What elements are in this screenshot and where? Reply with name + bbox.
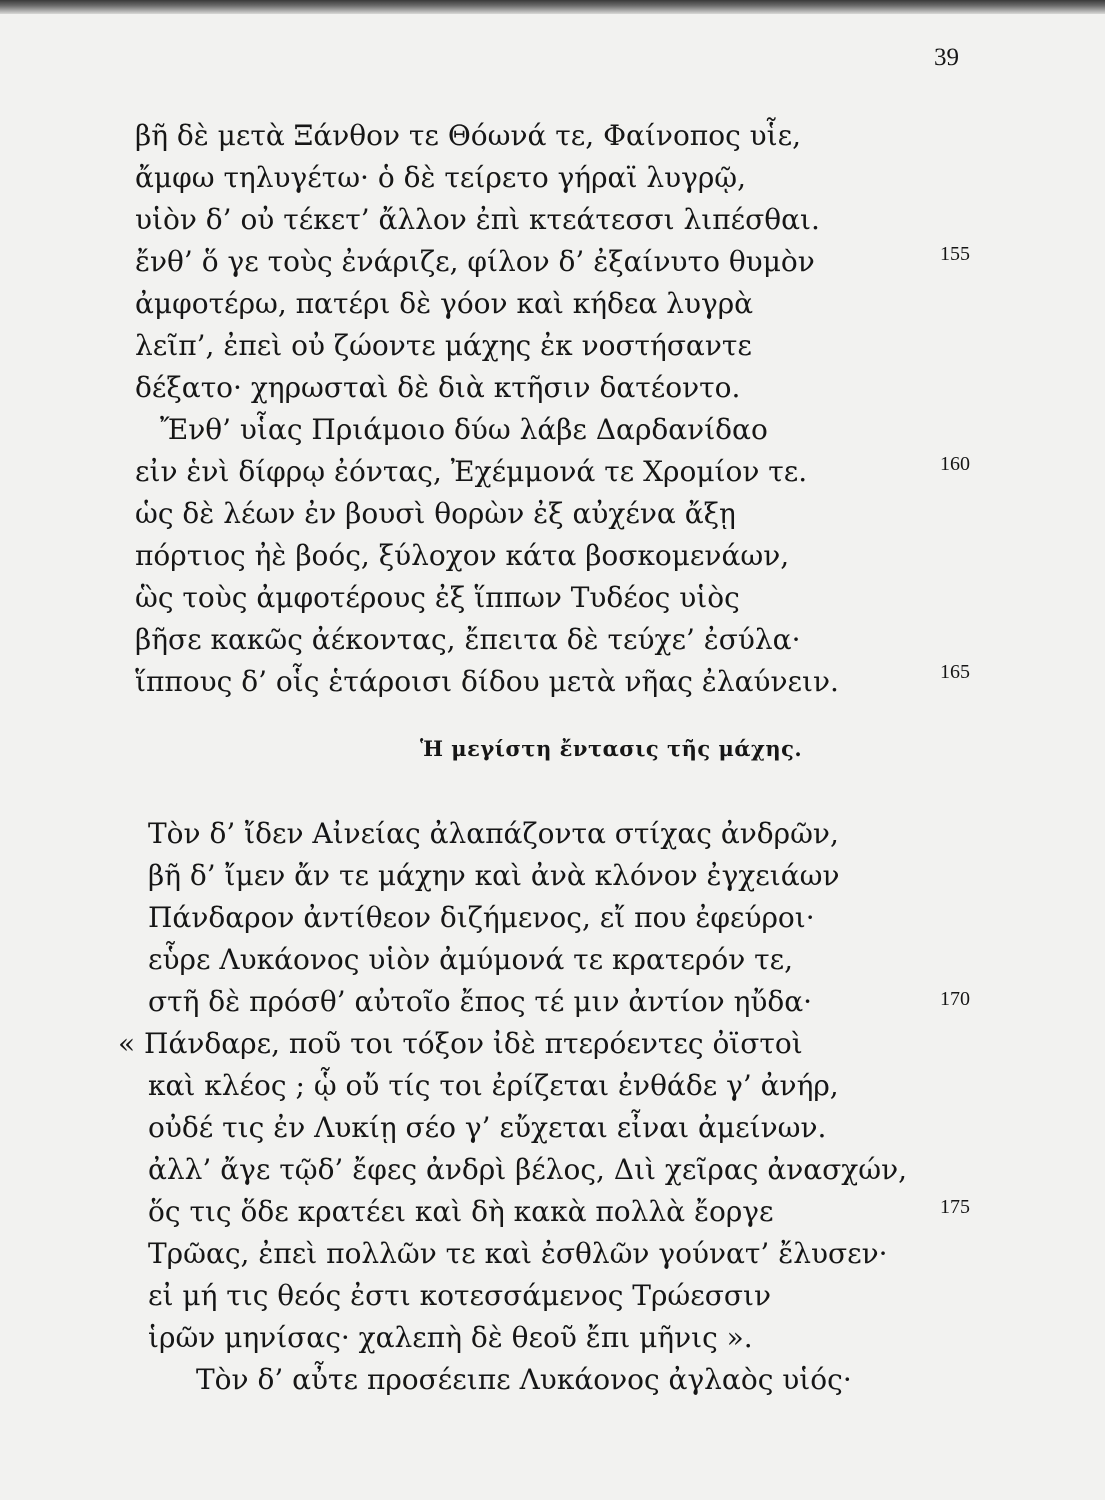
verse-line: Ἔνθ’ υἷας Πριάμοιο δύω λάβε Δαρδανίδαο [160, 413, 768, 446]
verse-line: Τὸν δ’ αὖτε προσέειπε Λυκάονος ἀγλαὸς υἱός· [196, 1363, 852, 1396]
verse-line: ἵππους δ’ οἷς ἑτάροισι δίδου μετὰ νῆας ἐλαύνειν. [135, 665, 839, 698]
line-number: 155 [940, 243, 970, 265]
verse-line: ἱρῶν μηνίσας· χαλεπὴ δὲ θεοῦ ἔπι μῆνις ». [148, 1321, 753, 1354]
verse-line: Τρῶας, ἐπεὶ πολλῶν τε καὶ ἐσθλῶν γούνατ’ ἔλυσεν· [148, 1237, 888, 1270]
verse-line: βῆσε κακῶς ἀέκοντας, ἔπειτα δὲ τεύχε’ ἐσύλα· [135, 623, 801, 656]
verse-line: στῆ δὲ πρόσθ’ αὐτοῖο ἔπος τέ μιν ἀντίον ηὔδα· [148, 985, 813, 1018]
section-heading: Ἡ μεγίστη ἔντασις τῆς μάχης. [420, 736, 803, 761]
verse-line: εὗρε Λυκάονος υἱὸν ἀμύμονά τε κρατερόν τε, [148, 943, 794, 976]
line-number: 165 [940, 661, 970, 683]
verse-line: βῆ δ’ ἴμεν ἄν τε μάχην καὶ ἀνὰ κλόνον ἐγχειάων [148, 859, 840, 892]
verse-line: καὶ κλέος ; ᾧ οὔ τίς τοι ἐρίζεται ἐνθάδε γ’ ἀνήρ, [148, 1069, 839, 1102]
verse-line: ἀλλ’ ἄγε τῷδ’ ἔφες ἀνδρὶ βέλος, Διὶ χεῖρας ἀνασχών, [148, 1153, 908, 1186]
line-number: 160 [940, 453, 970, 475]
verse-line: Τὸν δ’ ἴδεν Αἰνείας ἀλαπάζοντα στίχας ἀνδρῶν, [148, 817, 839, 850]
verse-line: λεῖπ’, ἐπεὶ οὐ ζώοντε μάχης ἐκ νοστήσαντε [135, 329, 752, 362]
verse-line: δέξατο· χηρωσταὶ δὲ διὰ κτῆσιν δατέοντο. [135, 371, 741, 404]
verse-line: ἀμφοτέρω, πατέρι δὲ γόον καὶ κήδεα λυγρὰ [135, 287, 754, 320]
verse-line: ὡς δὲ λέων ἐν βουσὶ θορὼν ἐξ αὐχένα ἄξῃ [135, 497, 736, 530]
page-number: 39 [934, 44, 959, 71]
verse-line: Πάνδαρον ἀντίθεον διζήμενος, εἴ που ἐφεύροι· [148, 901, 815, 934]
scan-top-edge [0, 0, 1105, 14]
line-number: 170 [940, 988, 970, 1010]
verse-line: βῆ δὲ μετὰ Ξάνθον τε Θόωνά τε, Φαίνοπος υἷε, [135, 119, 802, 152]
verse-line: ἄμφω τηλυγέτω· ὁ δὲ τείρετο γήραϊ λυγρῷ, [135, 161, 747, 194]
verse-line: υἱὸν δ’ οὐ τέκετ’ ἄλλον ἐπὶ κτεάτεσσι λιπέσθαι. [135, 203, 820, 236]
verse-line: « Πάνδαρε, ποῦ τοι τόξον ἰδὲ πτερόεντες ὀϊστοὶ [118, 1027, 803, 1060]
verse-line: πόρτιος ἠὲ βοός, ξύλοχον κάτα βοσκομενάων, [135, 539, 790, 572]
verse-line: εἰν ἑνὶ δίφρῳ ἐόντας, Ἐχέμμονά τε Χρομίον τε. [135, 455, 808, 488]
verse-line: ὣς τοὺς ἀμφοτέρους ἐξ ἵππων Τυδέος υἱὸς [135, 581, 740, 614]
verse-line: οὐδέ τις ἐν Λυκίῃ σέο γ’ εὔχεται εἶναι ἀμείνων. [148, 1111, 827, 1144]
verse-line: εἰ μή τις θεός ἐστι κοτεσσάμενος Τρώεσσιν [148, 1279, 771, 1312]
line-number: 175 [940, 1196, 970, 1218]
verse-line: ἔνθ’ ὅ γε τοὺς ἐνάριζε, φίλον δ’ ἐξαίνυτο θυμὸν [135, 245, 815, 278]
verse-line: ὅς τις ὅδε κρατέει καὶ δὴ κακὰ πολλὰ ἔοργε [148, 1195, 774, 1228]
